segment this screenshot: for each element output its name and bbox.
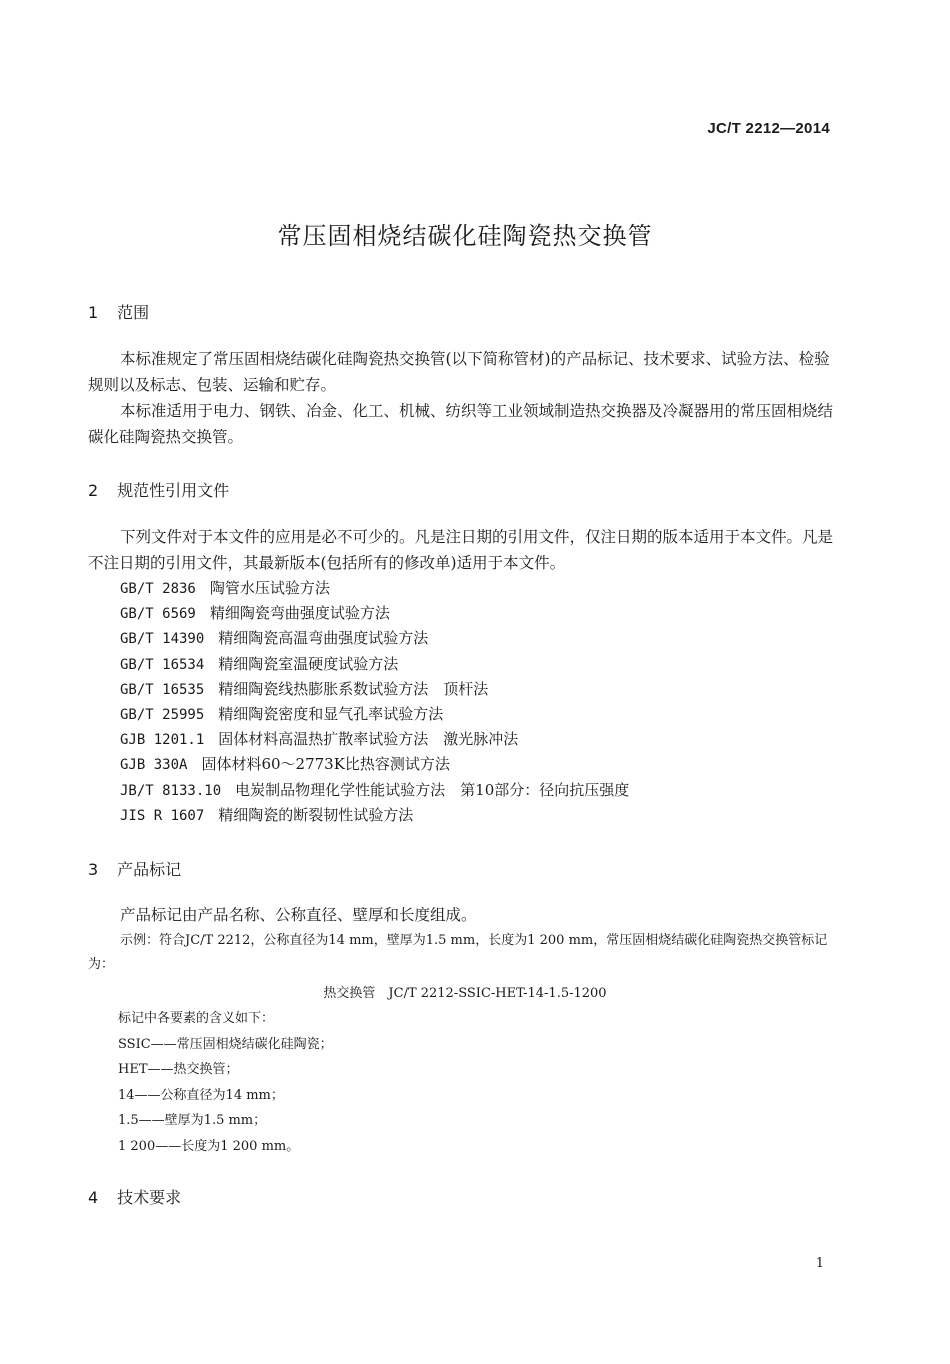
reference-item: [120, 778, 629, 803]
reference-code: GJB 1201.1: [120, 732, 205, 749]
reference-code: GB/T 2836: [120, 581, 196, 597]
legend-item: 1 200——长度为1 200 mm。: [118, 1138, 300, 1154]
section-heading: [88, 478, 229, 501]
section-title: 范围: [117, 303, 150, 322]
reference-item: [120, 677, 629, 702]
section-title: 技术要求: [117, 1188, 182, 1207]
reference-title: 电炭制品物理化学性能试验方法 第10部分：径向抗压强度: [235, 780, 630, 799]
reference-code: GB/T 16535: [120, 681, 205, 698]
reference-code: GB/T 6569: [120, 606, 196, 623]
marking-example: 热交换管 JC/T 2212-SSIC-HET-14-1.5-1200: [323, 986, 607, 1001]
paragraph: 本标准适用于电力、钢铁、冶金、化工、机械、纺织等工业领域制造热交换器及冷凝器用的常压固相烧结碳化硅陶瓷热交换管。: [88, 402, 834, 446]
legend-item: 1.5——壁厚为1.5 mm；: [118, 1113, 267, 1128]
paragraph: 下列文件对于本文件的应用是必不可少的。凡是注日期的引用文件，仅注日期的版本适用于本文件。凡是不注日期的引用文件，其最新版本(包括所有的修改单)适用于本文件。: [88, 528, 834, 572]
reference-title: 精细陶瓷的断裂韧性试验方法: [218, 805, 414, 824]
section-title: 规范性引用文件: [117, 481, 230, 500]
reference-code: GB/T 25995: [120, 706, 205, 723]
reference-code: JB/T 8133.10: [120, 782, 222, 799]
section-heading: [88, 300, 149, 323]
reference-item: [120, 626, 629, 651]
reference-code: GJB 330A: [120, 757, 188, 774]
section-number: 3: [88, 860, 99, 879]
reference-title: 精细陶瓷密度和显气孔率试验方法: [218, 704, 444, 723]
reference-title: 精细陶瓷高温弯曲强度试验方法: [218, 629, 429, 648]
reference-item: [120, 652, 629, 677]
reference-title: 陶管水压试验方法: [209, 579, 330, 597]
paragraph: 产品标记由产品名称、公称直径、壁厚和长度组成。: [120, 906, 477, 924]
legend-item: HET——热交换管；: [118, 1062, 239, 1077]
section-number: 2: [88, 481, 99, 500]
page-number: 1: [815, 1256, 824, 1271]
reference-item: [120, 601, 629, 626]
reference-item: [120, 752, 629, 777]
reference-list: [120, 576, 629, 828]
reference-code: JIS R 1607: [120, 807, 205, 824]
section-heading: [88, 857, 181, 880]
standard-code: JC/T 2212—2014: [707, 120, 830, 137]
reference-item: [120, 727, 629, 752]
reference-title: 精细陶瓷弯曲强度试验方法: [209, 604, 390, 623]
reference-item: [120, 576, 629, 601]
section-number: 4: [88, 1188, 99, 1207]
marking-legend: [118, 1006, 333, 1159]
legend-item: SSIC——常压固相烧结碳化硅陶瓷；: [118, 1036, 333, 1052]
reference-title: 固体材料高温热扩散率试验方法 激光脉冲法: [218, 730, 519, 749]
reference-title: 精细陶瓷线热膨胀系数试验方法 顶杆法: [218, 679, 489, 698]
reference-code: GB/T 16534: [120, 656, 205, 673]
section-number: 1: [88, 303, 99, 322]
legend-item: 14——公称直径为14 mm；: [118, 1087, 284, 1103]
reference-item: [120, 803, 629, 828]
legend-intro: 标记中各要素的含义如下：: [118, 1011, 275, 1026]
example-text: 示例：符合JC/T 2212，公称直径为14 mm，壁厚为1.5 mm，长度为1 200 mm，常压固相烧结碳化硅陶瓷热交换管标记为：: [88, 933, 828, 972]
section-title: 产品标记: [117, 860, 182, 879]
reference-title: 固体材料60～2773K比热容测试方法: [201, 755, 450, 774]
reference-code: GB/T 14390: [120, 631, 205, 648]
section-heading: [88, 1185, 181, 1208]
reference-title: 精细陶瓷室温硬度试验方法: [218, 654, 399, 673]
document-title: 常压固相烧结碳化硅陶瓷热交换管: [277, 222, 653, 250]
paragraph: 本标准规定了常压固相烧结碳化硅陶瓷热交换管(以下简称管材)的产品标记、技术要求、试验方法、检验规则以及标志、包装、运输和贮存。: [88, 350, 830, 394]
reference-item: [120, 702, 629, 727]
